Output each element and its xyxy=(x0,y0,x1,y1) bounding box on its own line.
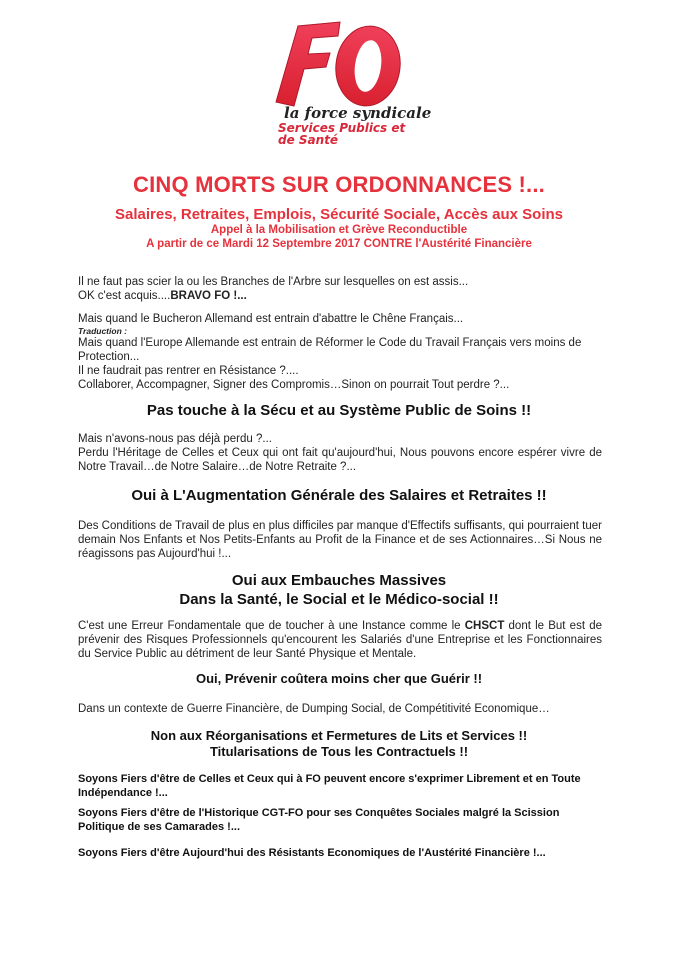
section-heading-lits: Non aux Réorganisations et Fermetures de Lits et Services !! xyxy=(150,728,528,743)
intro-line: Mais quand l'Europe Allemande est entrain de Réformer le Code du Travail Français vers moins de Protection... xyxy=(78,337,582,363)
section-heading-sante: Dans la Santé, le Social et le Médico-social !! xyxy=(179,591,499,608)
traduction-label: Traduction : xyxy=(78,326,127,336)
section-heading-titularisations: Titularisations de Tous les Contractuels !! xyxy=(209,744,469,759)
intro-line: Il ne faudrait pas rentrer en Résistance ?.... xyxy=(78,365,299,377)
bravo-fo: BRAVO FO !... xyxy=(170,290,247,302)
intro-block xyxy=(78,275,602,303)
main-title: CINQ MORTS SUR ORDONNANCES !... xyxy=(133,172,545,197)
logo-tagline: la force syndicale xyxy=(284,104,432,122)
closing-paragraph: Soyons Fiers d'être de Celles et Ceux qui à FO peuvent encore s'exprimer Librement et en Toute Indépendance !... xyxy=(78,773,581,799)
section-heading-salaires: Oui à L'Augmentation Générale des Salaires et Retraites !! xyxy=(131,487,547,504)
chsct-term: CHSCT xyxy=(464,620,505,632)
logo-subtitle xyxy=(278,122,405,146)
intro-line: Collaborer, Accompagner, Signer des Compromis…Sinon on pourrait Tout perdre ?... xyxy=(78,379,510,391)
section-chsct-text: C'est une Erreur Fondamentale que de toucher à une Instance comme le CHSCT dont le But est de prévenir des Risques Professionnels qu'encourent les Salariés d'une Entreprise et les Fonctionnaires du Service Public au détriment de leur Santé Physique et Mentale. xyxy=(78,620,602,660)
section-heading-secu: Pas touche à la Sécu et au Système Public de Soins !! xyxy=(146,402,532,419)
section-heading-embauches: Oui aux Embauches Massives xyxy=(231,572,447,589)
callout-date: A partir de ce Mardi 12 Septembre 2017 CONTRE l'Austérité Financière xyxy=(146,238,532,250)
logo-line-services: Services Publics et xyxy=(278,121,406,135)
intro-block-2 xyxy=(78,312,602,392)
subtitle: Salaires, Retraites, Emplois, Sécurité Sociale, Accès aux Soins xyxy=(115,206,563,223)
logo-line-sante: de Santé xyxy=(278,133,339,147)
section-secu-text: Mais n'avons-nous pas déjà perdu ?... Perdu l'Héritage de Celles et Ceux qui ont fait qu'aujourd'hui, Nous pouvons encore espérer vivre de Notre Travail…de Notre Salaire…de Notre Retraite ?... xyxy=(78,433,602,473)
intro-line: Mais quand le Bucheron Allemand est entrain d'abattre le Chêne Français... xyxy=(78,313,464,325)
section-salaires-text: Des Conditions de Travail de plus en plus difficiles par manque d'Effectifs suffisants, qui pourraient tuer demain Nos Enfants et Nos Petits-Enfants au Profit de la Finance et de ses Actionnaires…Si Nous ne réagissons pas Aujourd'hui !... xyxy=(78,520,602,560)
closing-paragraph: Soyons Fiers d'être de l'Historique CGT-FO pour ses Conquêtes Sociales malgré la Scission Politique de ses Camarades !... xyxy=(78,807,560,833)
section-prevenir-text: Dans un contexte de Guerre Financière, de Dumping Social, de Compétitivité Economique… xyxy=(78,703,550,715)
closing-paragraph: Soyons Fiers d'être Aujourd'hui des Résistants Economiques de l'Austérité Financière !... xyxy=(78,847,546,859)
intro-line: Il ne faut pas scier la ou les Branches de l'Arbre sur lesquelles on est assis... xyxy=(78,276,469,288)
callout-mobilisation: Appel à la Mobilisation et Grève Reconductible xyxy=(210,224,468,236)
intro-line: OK c'est acquis....BRAVO FO !... xyxy=(78,290,247,302)
section-heading-prevenir: Oui, Prévenir coûtera moins cher que Guérir !! xyxy=(195,671,483,686)
